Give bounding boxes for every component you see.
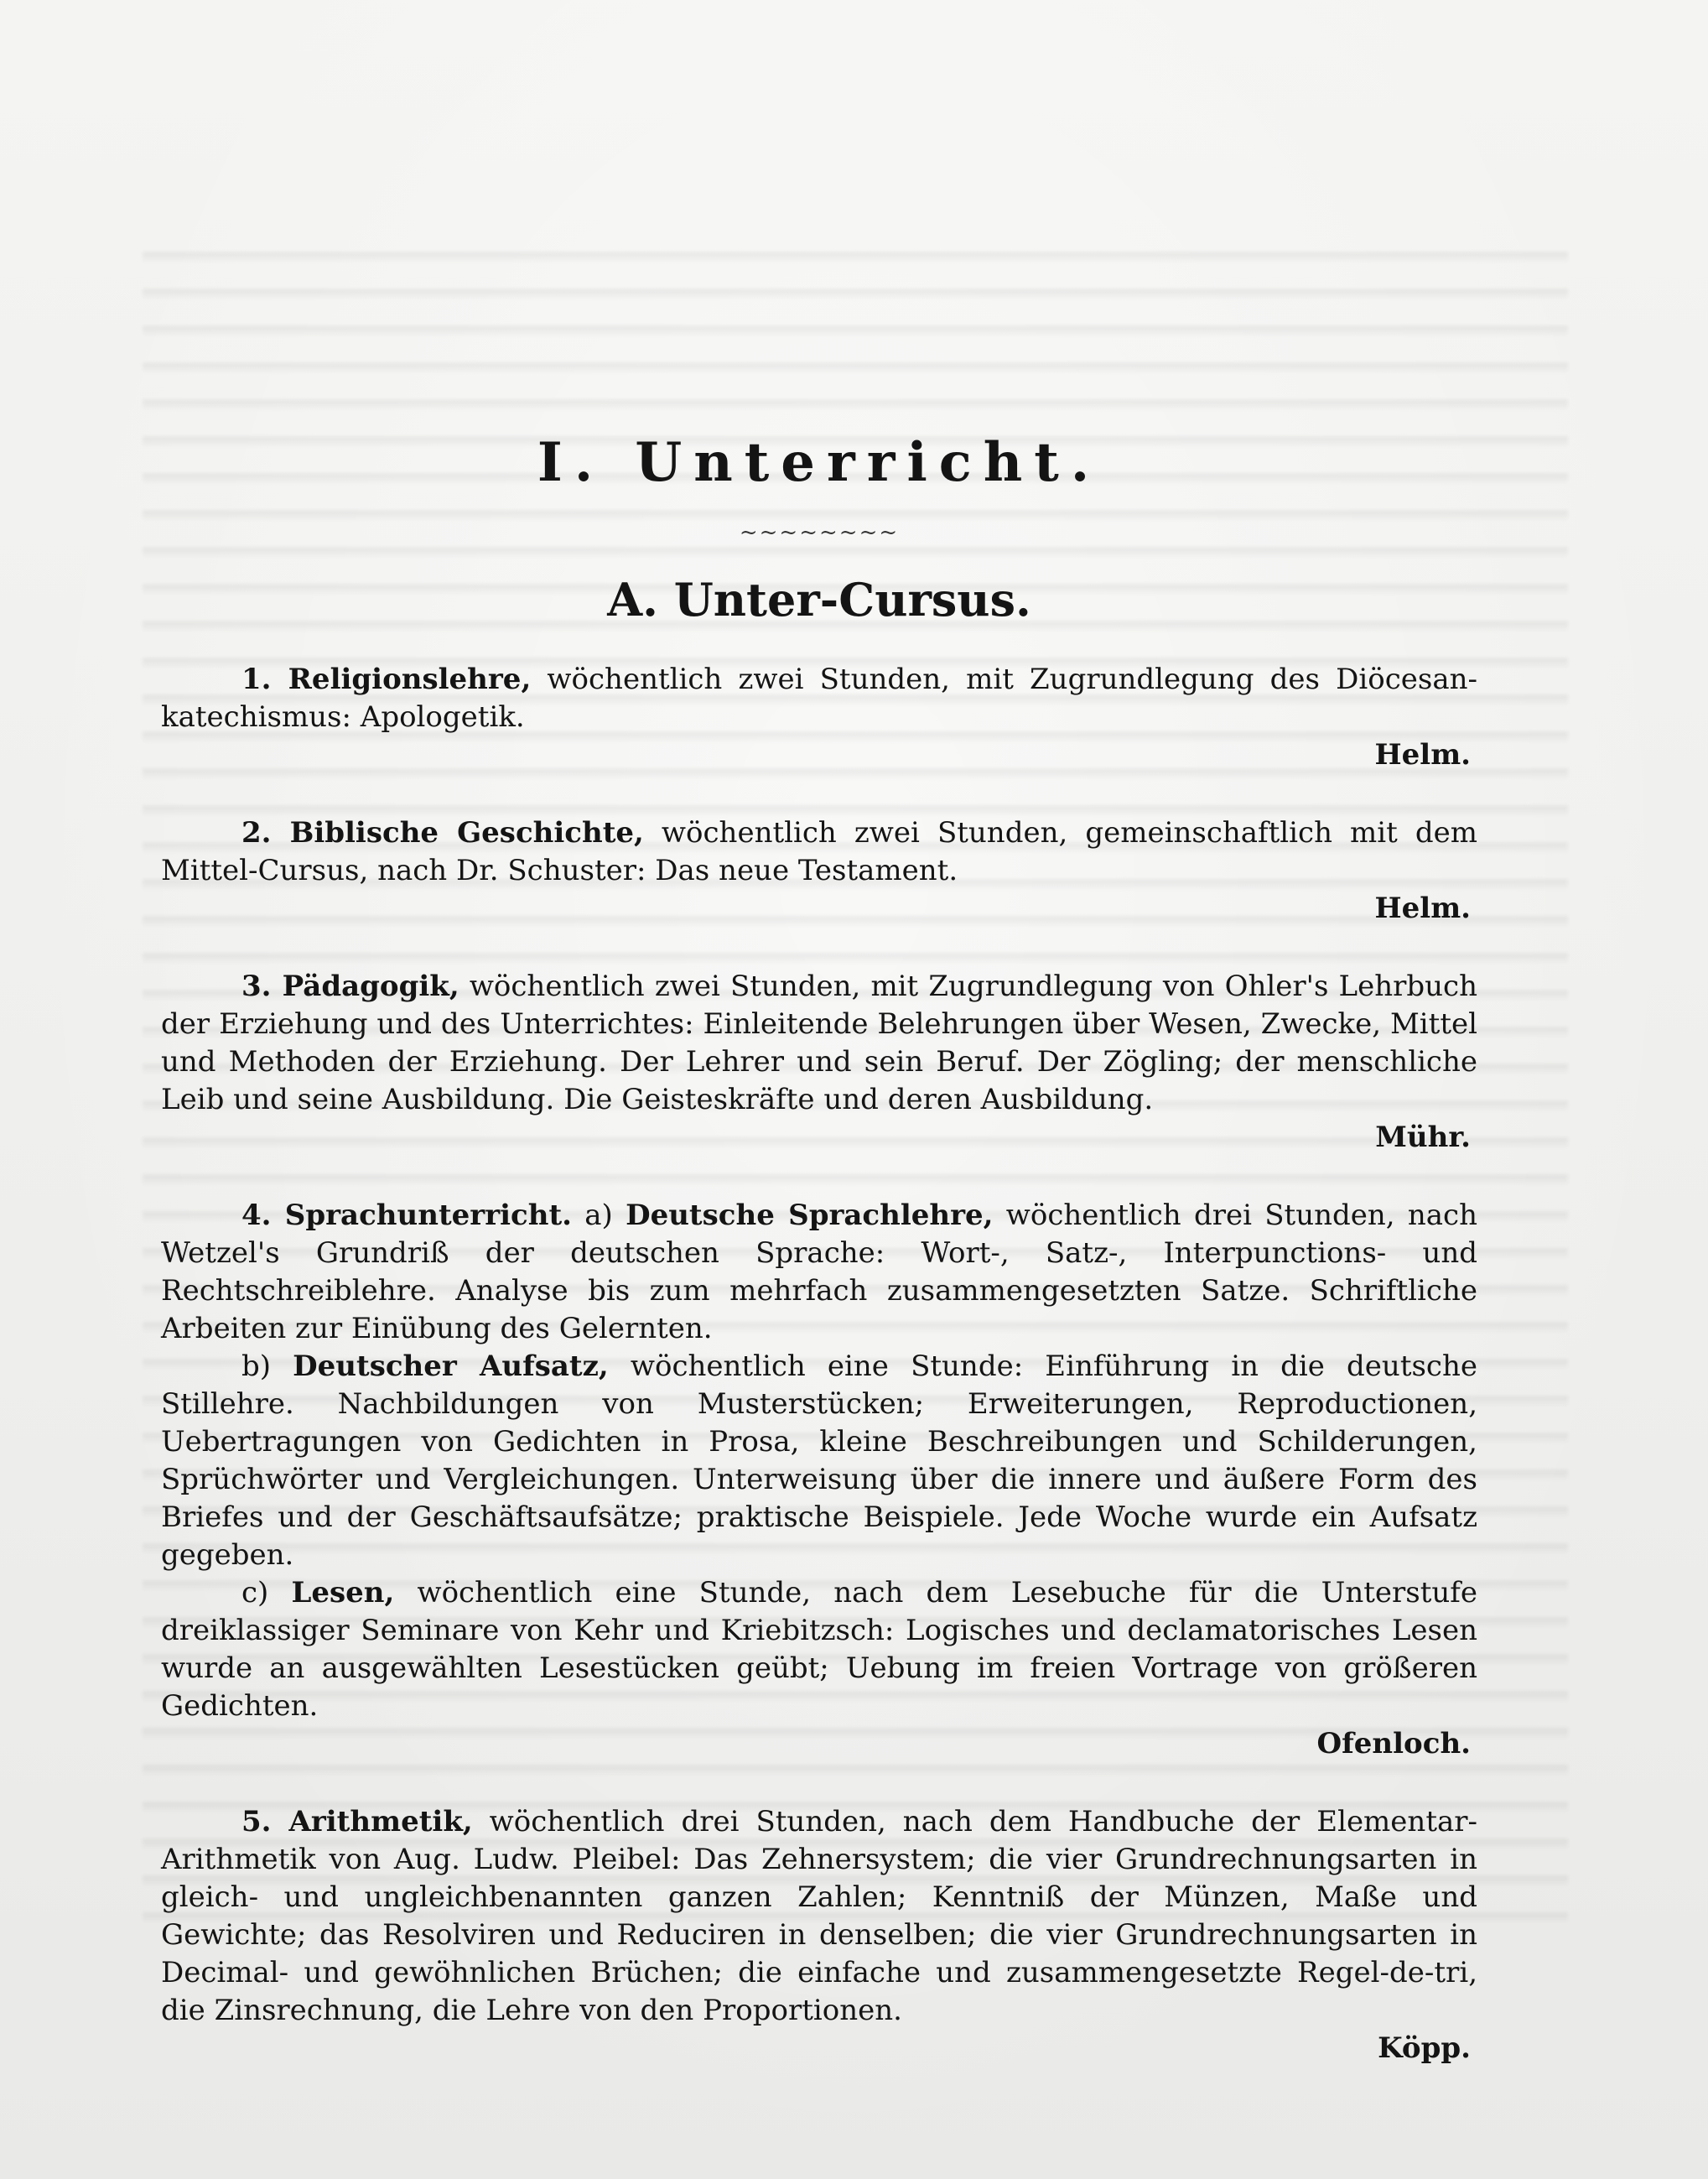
course-paragraph: [161, 968, 1477, 1119]
course-paragraph: [161, 814, 1477, 890]
course-lead: 3. Pädagogik,: [241, 970, 459, 1003]
page-title: I. Unterricht.: [537, 431, 1102, 494]
subpart-lead: Deutscher Aufsatz,: [293, 1350, 609, 1383]
subpart-prefix: a): [571, 1199, 626, 1232]
subpart-text: wöchentlich eine Stunde: Einführung in die deutsche Stillehre. Nachbildungen von Musterstücken; Erweiterungen, Reproductionen, Uebertragungen von Gedichten in Prosa, kleine Beschreibungen und Schilderungen, Sprüchwörter und Vergleichungen. Unterweisung über die innere und äußere Form des Briefes und der Geschäftsaufsätze; praktische Beispiele. Jede Woche wurde ein Aufsatz gegeben.: [161, 1350, 1477, 1572]
course-text: wöchentlich zwei Stunden, mit Zugrundlegung von Ohler's Lehrbuch der Erziehung und des Unterrichtes: Einleitende Belehrungen über Wesen, Zwecke, Mittel und Methoden der Erziehung. Der Lehrer und sein Beruf. Der Zögling; der menschliche Leib und seine Ausbildung. Die Geisteskräfte und deren Ausbildung.: [161, 970, 1478, 1116]
course-paragraph-a: [161, 1197, 1477, 1348]
subpart-prefix: c): [241, 1576, 292, 1610]
section-title: A. Unter-Cursus.: [607, 573, 1031, 627]
course-paragraph: [161, 1803, 1477, 2030]
teacher-name: Helm.: [1374, 738, 1471, 772]
course-religionslehre: [161, 661, 1477, 774]
teacher-name: Helm.: [1374, 892, 1471, 925]
subpart-text: wöchentlich eine Stunde, nach dem Lesebuche für die Unterstufe dreiklassiger Seminare von Kehr und Kriebitzsch: Logisches und declamatorisches Lesen wurde an ausgewählten Lesestücken geübt; Uebung im freien Vortrage von größeren Gedichten.: [161, 1576, 1477, 1723]
course-biblische-geschichte: [161, 814, 1477, 928]
course-paedagogik: [161, 968, 1477, 1157]
course-text: wöchentlich zwei Stunden, mit Zugrundlegung des Diöcesan-katechismus: Apologetik.: [161, 663, 1477, 734]
course-paragraph-b: [161, 1348, 1477, 1574]
course-lead: 2. Biblische Geschichte,: [241, 816, 644, 850]
course-text: wöchentlich zwei Stunden, gemeinschaftlich mit dem Mittel-Cursus, nach Dr. Schuster: Das neue Testament.: [161, 816, 1477, 887]
teacher-name: Ofenloch.: [1316, 1727, 1471, 1760]
divider-ornament: ~~~~~~~~: [739, 520, 900, 545]
teacher-name: Köpp.: [1378, 2031, 1471, 2065]
course-paragraph-c: [161, 1574, 1477, 1725]
page-content: [161, 431, 1478, 2067]
course-lead: 5. Arithmetik,: [241, 1805, 473, 1838]
course-lead: 1. Religionslehre,: [241, 663, 532, 696]
course-lead: 4. Sprachunterricht.: [241, 1199, 572, 1232]
subpart-prefix: b): [241, 1350, 293, 1383]
teacher-name: Mühr.: [1375, 1121, 1471, 1154]
course-sprachunterricht: [161, 1197, 1477, 1763]
course-paragraph: [161, 661, 1477, 736]
subpart-text: wöchentlich drei Stunden, nach Wetzel's Grundriß der deutschen Sprache: Wort-, Satz-, Interpunctions- und Rechtschreiblehre. Analyse bis zum mehrfach zusammengesetzten Satze. Schriftliche Arbeiten zur Einübung des Gelernten.: [161, 1199, 1477, 1345]
course-arithmetik: [161, 1803, 1477, 2067]
subpart-lead: Deutsche Sprachlehre,: [626, 1199, 994, 1232]
subpart-lead: Lesen,: [291, 1576, 395, 1610]
course-text: wöchentlich drei Stunden, nach dem Handbuche der Elementar-Arithmetik von Aug. Ludw. Pleibel: Das Zehnersystem; die vier Grundrechnungsarten in gleich- und ungleichbenannten ganzen Zahlen; Kenntniß der Münzen, Maße und Gewichte; das Resolviren und Reduciren in denselben; die vier Grundrechnungsarten in Decimal- und gewöhnlichen Brüchen; die einfache und zusammengesetzte Regel-de-tri, die Zinsrechnung, die Lehre von den Proportionen.: [161, 1805, 1477, 2027]
